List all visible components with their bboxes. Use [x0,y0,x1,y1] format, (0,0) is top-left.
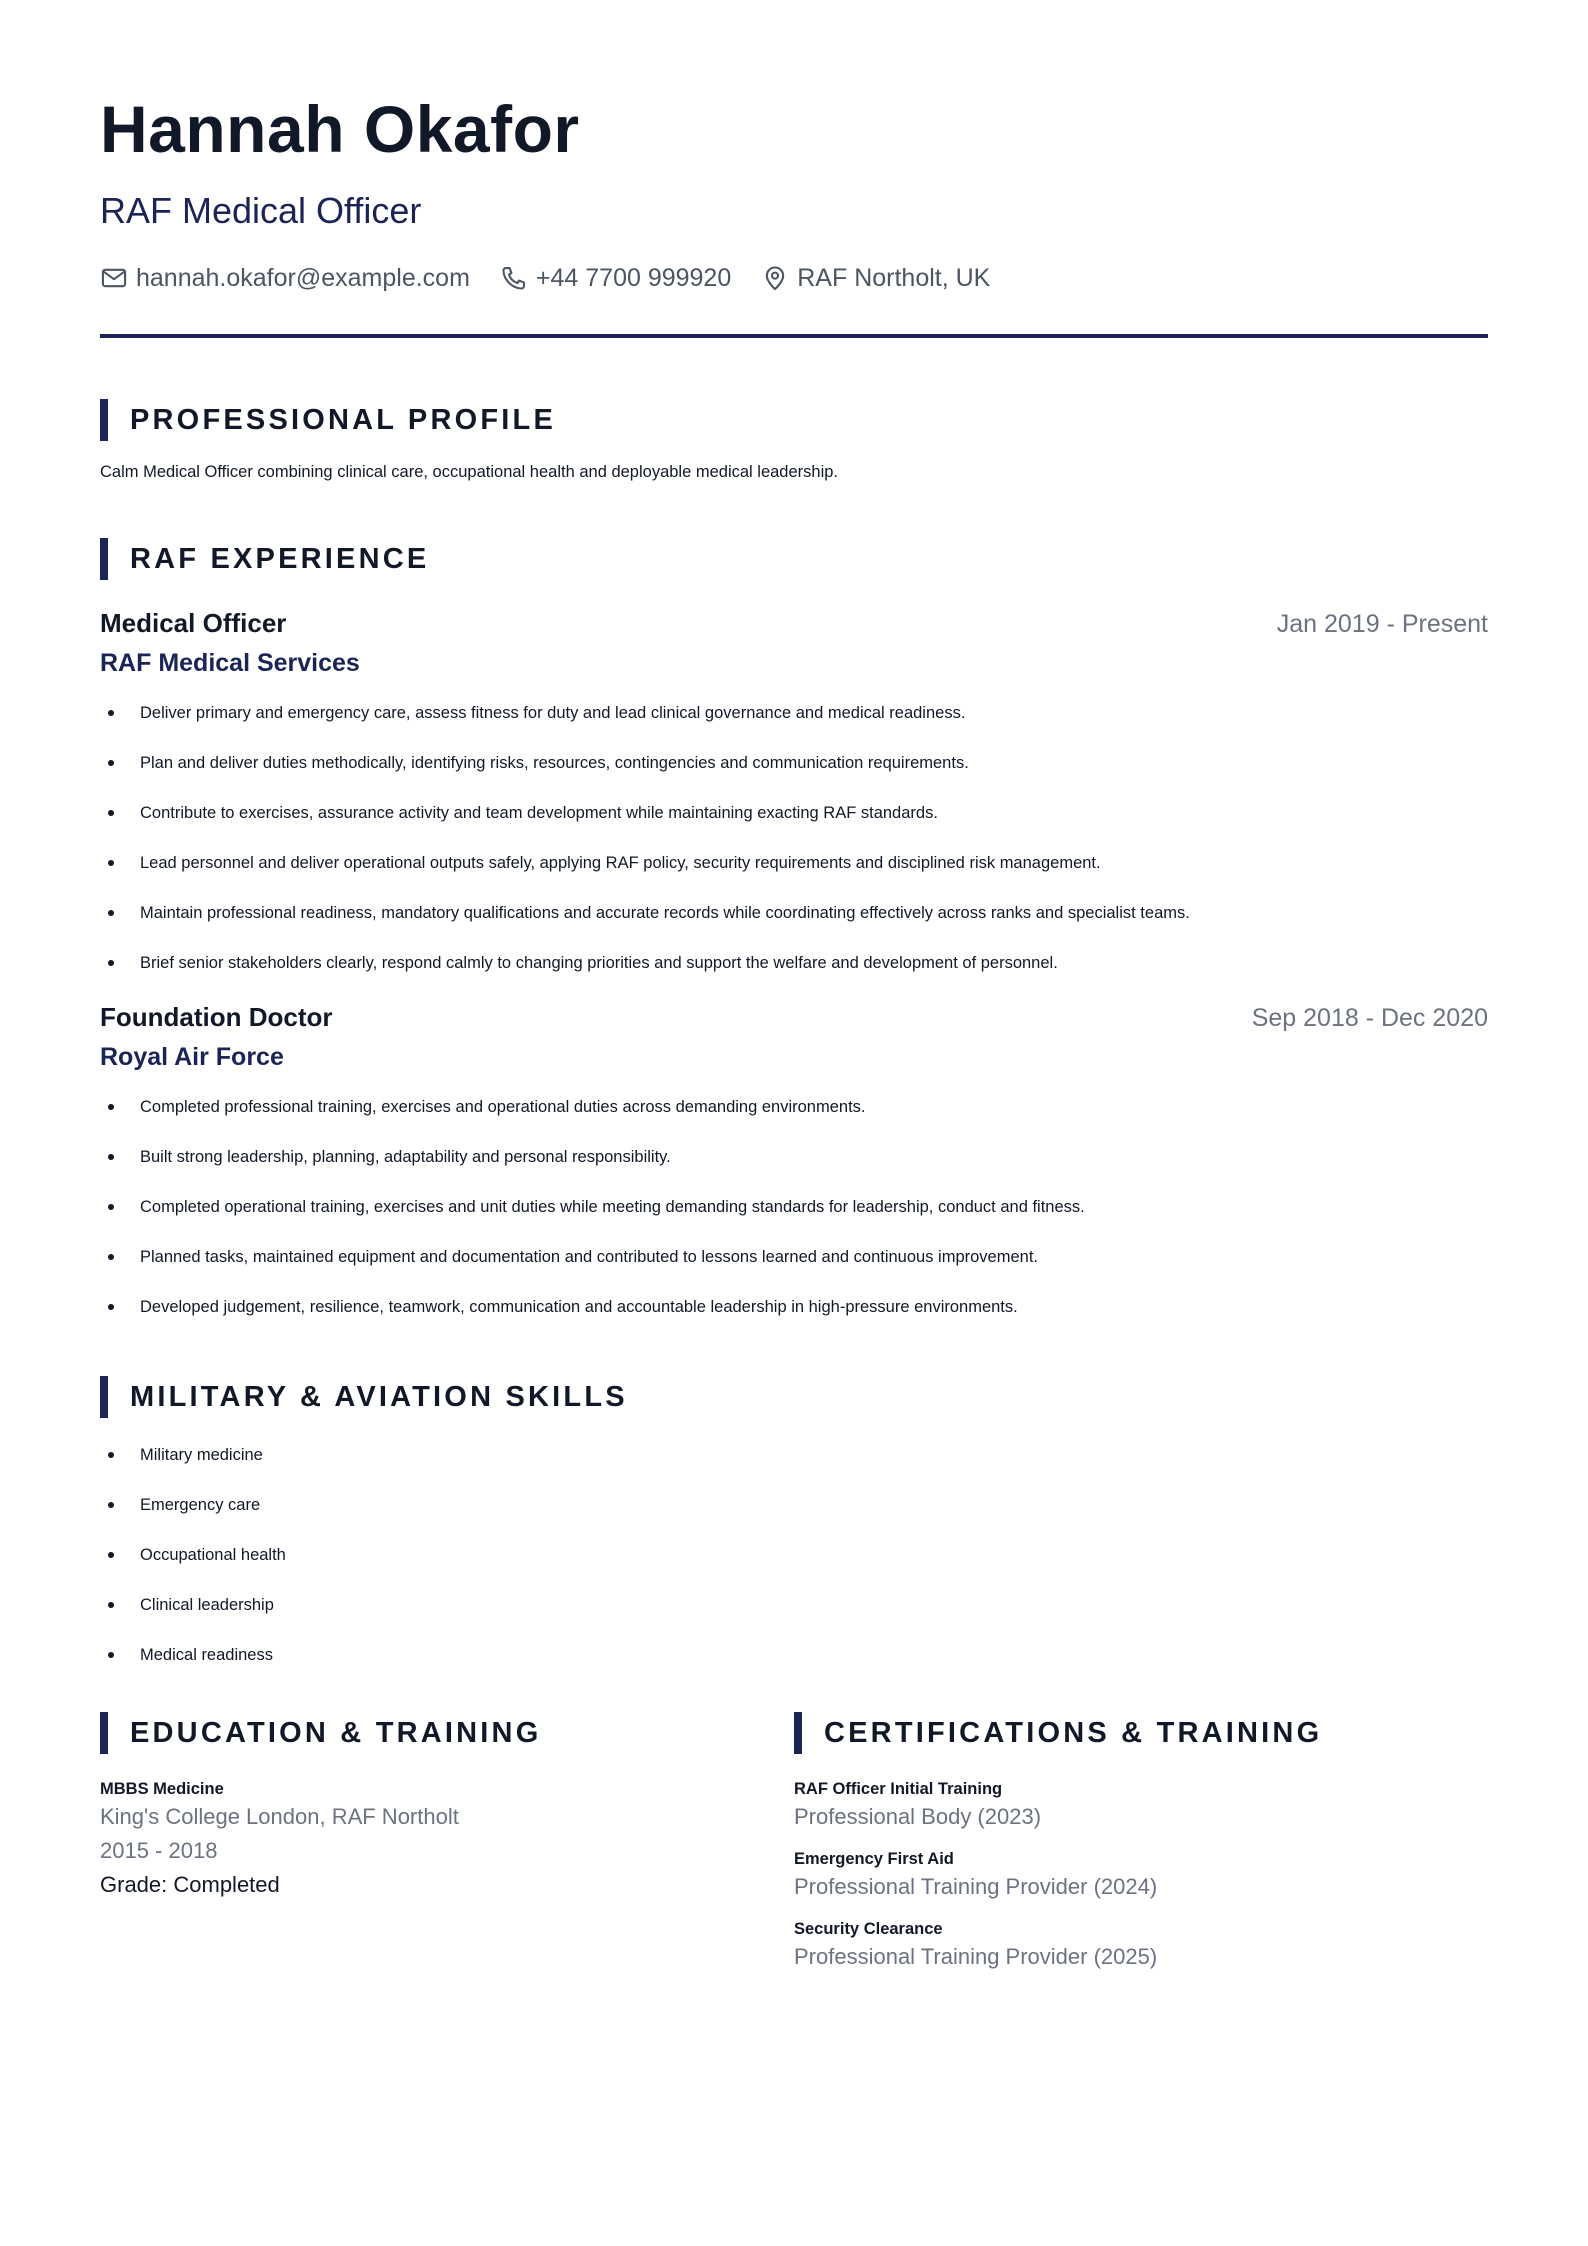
resume-header [100,0,1488,338]
profile-heading: PROFESSIONAL PROFILE [130,403,557,436]
certification-name: Emergency First Aid [794,1850,954,1868]
job-header [100,608,1488,639]
list-item: Brief senior stakeholders clearly, respond calmly to changing priorities and support the welfare and development of personnel. [100,952,1488,974]
skills-section [100,1376,1488,1666]
list-item: Military medicine [100,1444,1488,1466]
mail-icon [100,264,128,292]
job-entry [100,1002,1488,1318]
contact-email[interactable] [100,264,470,293]
certification-detail: Professional Training Provider (2024) [794,1874,1158,1899]
list-item: Completed professional training, exercises and operational duties across demanding environments. [100,1096,1488,1118]
section-heading [100,538,1488,580]
candidate-name: Hannah Okafor [100,92,580,166]
certifications-heading: CERTIFICATIONS & TRAINING [824,1716,1323,1749]
experience-section [100,538,1488,1318]
email-text: hannah.okafor@example.com [136,263,470,292]
skills-heading: MILITARY & AVIATION SKILLS [130,1380,628,1413]
education-grade: Grade: Completed [100,1872,280,1897]
skills-list [100,1444,1488,1666]
job-header [100,1002,1488,1033]
job-entry [100,608,1488,974]
contact-phone[interactable] [500,264,731,293]
experience-heading: RAF EXPERIENCE [130,542,430,575]
institution-name: King's College London, RAF Northolt [100,1804,459,1829]
job-bullets [100,702,1488,974]
certification-name: Security Clearance [794,1920,943,1938]
map-pin-icon [761,264,789,292]
section-heading [100,1712,794,1754]
phone-icon [500,264,528,292]
list-item: Planned tasks, maintained equipment and documentation and contributed to lessons learned and continuous improvement. [100,1246,1488,1268]
degree-name: MBBS Medicine [100,1780,224,1798]
list-item: Occupational health [100,1544,1488,1566]
job-dates: Jan 2019 - Present [1276,610,1488,638]
education-entry [100,1778,794,1900]
list-item: Plan and deliver duties methodically, identifying risks, resources, contingencies and communication requirements. [100,752,1488,774]
list-item: Developed judgement, resilience, teamwork, communication and accountable leadership in high-pressure environments. [100,1296,1488,1318]
job-dates: Sep 2018 - Dec 2020 [1251,1004,1488,1032]
education-certifications-row [100,1712,1488,1972]
job-bullets [100,1096,1488,1318]
list-item: Completed operational training, exercises and unit duties while meeting demanding standards for leadership, conduct and fitness. [100,1196,1488,1218]
profile-summary: Calm Medical Officer combining clinical care, occupational health and deployable medical leadership. [100,463,839,481]
contact-row [100,260,1488,296]
section-heading [100,1376,1488,1418]
section-accent-bar [794,1712,802,1754]
section-accent-bar [100,1376,108,1418]
list-item: Maintain professional readiness, mandatory qualifications and accurate records while coordinating effectively across ranks and specialist teams. [100,902,1488,924]
candidate-role: RAF Medical Officer [100,190,422,231]
section-heading [100,399,1488,441]
certification-entry [794,1848,1488,1902]
section-accent-bar [100,538,108,580]
education-dates: 2015 - 2018 [100,1838,218,1863]
job-title: Medical Officer [100,608,287,638]
section-heading [794,1712,1488,1754]
education-heading: EDUCATION & TRAINING [130,1716,542,1749]
list-item: Clinical leadership [100,1594,1488,1616]
location-text: RAF Northolt, UK [797,263,991,292]
section-accent-bar [100,399,108,441]
section-accent-bar [100,1712,108,1754]
job-organisation: Royal Air Force [100,1043,284,1071]
certification-entry [794,1918,1488,1972]
list-item: Emergency care [100,1494,1488,1516]
certification-entry [794,1778,1488,1832]
list-item: Lead personnel and deliver operational outputs safely, applying RAF policy, security requirements and disciplined risk management. [100,852,1488,874]
education-section [100,1712,794,1972]
profile-section [100,399,1488,483]
certifications-section [794,1712,1488,1972]
certification-detail: Professional Training Provider (2025) [794,1944,1158,1969]
contact-location [761,264,990,293]
certification-name: RAF Officer Initial Training [794,1780,1003,1798]
list-item: Medical readiness [100,1644,1488,1666]
list-item: Contribute to exercises, assurance activity and team development while maintaining exacting RAF standards. [100,802,1488,824]
phone-text: +44 7700 999920 [535,263,732,292]
header-divider [100,334,1488,338]
list-item: Built strong leadership, planning, adaptability and personal responsibility. [100,1146,1488,1168]
job-title: Foundation Doctor [100,1002,333,1032]
job-organisation: RAF Medical Services [100,649,360,677]
certification-detail: Professional Body (2023) [794,1804,1042,1829]
list-item: Deliver primary and emergency care, assess fitness for duty and lead clinical governance and medical readiness. [100,702,1488,724]
